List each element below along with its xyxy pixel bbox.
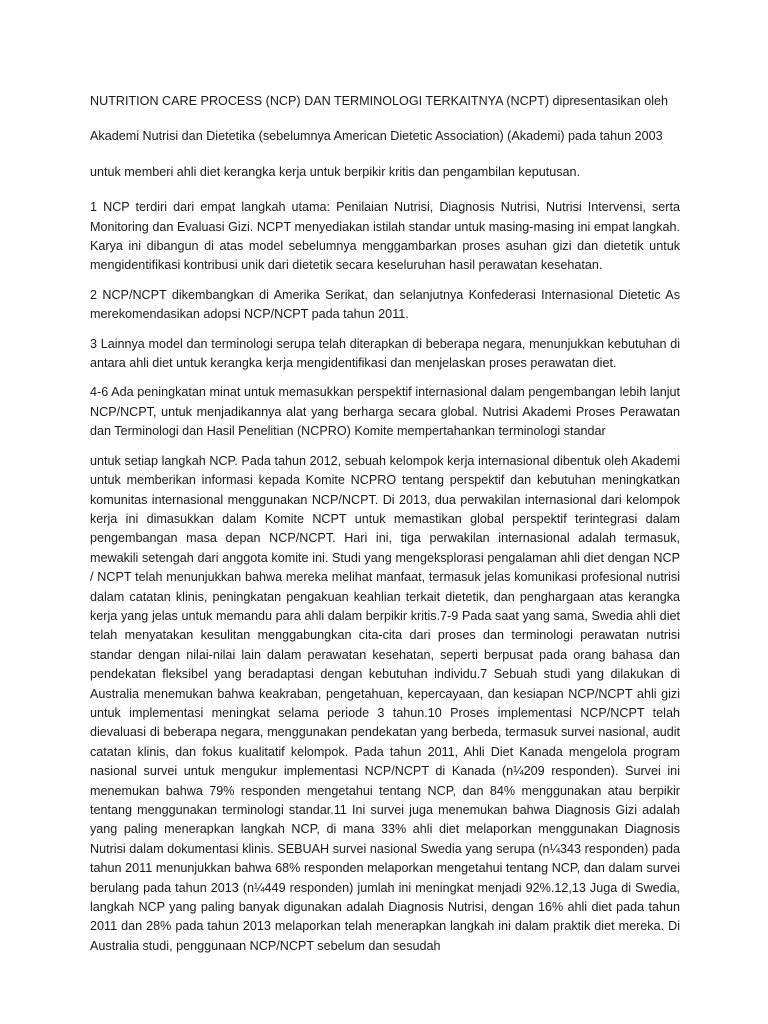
paragraph-purpose-line: untuk memberi ahli diet kerangka kerja untuk berpikir kritis dan pengambilan keputusan. bbox=[90, 164, 581, 179]
paragraph-title-line: NUTRITION CARE PROCESS (NCP) DAN TERMINOLOGI TERKAITNYA (NCPT) dipresentasikan oleh bbox=[90, 94, 669, 108]
paragraph-3-other-models: 3 Lainnya model dan terminologi serupa telah diterapkan di beberapa negara, menunjukkan kebutuhan di antara ahli diet untuk kerangka kerja mengidentifikasi dan menjelaskan proses perawatan diet. bbox=[90, 336, 680, 371]
paragraph-2-development: 2 NCP/NCPT dikembangkan di Amerika Serikat, dan selanjutnya Konfederasi Internasional Dietetic As merekomendasikan adopsi NCP/NCPT pada tahun 2011. bbox=[90, 287, 680, 322]
paragraph-academy-line: Akademi Nutrisi dan Dietetika (sebelumnya American Dietetic Association) (Akademi) pada tahun 2003 bbox=[90, 129, 663, 144]
paragraph-1-ncp-steps: 1 NCP terdiri dari empat langkah utama: Penilaian Nutrisi, Diagnosis Nutrisi, Nutrisi Intervensi, serta Monitoring dan Evaluasi Gizi. NCPT menyediakan istilah standar untuk masing-masing ini empat langkah. Karya ini dibangun di atas model sebelumnya menggambarkan proses asuhan gizi dan dietetik untuk mengidentifikasi kontribusi unik dari dietetik secara keseluruhan hasil perawatan kesehatan. bbox=[90, 200, 680, 273]
paragraph-studies: untuk setiap langkah NCP. Pada tahun 2012, sebuah kelompok kerja internasional dibentuk oleh Akademi untuk memberikan informasi kepada Komite NCPRO tentang perspektif dan kebutuhan meningkatkan komunitas internasional menggunakan NCP/NCPT. Di 2013, dua perwakilan internasional dari kelompok kerja ini dimasukkan dalam Komite NCPT untuk memastikan global perspektif terintegrasi dalam pengembangan masa depan NCP/NCPT. Hari ini, tiga perwakilan internasional adalah termasuk, mewakili setengah dari anggota komite ini. Studi yang mengeksplorasi pengalaman ahli diet dengan NCP / NCPT telah menunjukkan bahwa mereka melihat manfaat, termasuk jelas komunikasi profesional nutrisi dalam catatan klinis, peningkatan pengakuan keahlian terkait dietetik, dan penghargaan atas kerangka kerja yang jelas untuk memandu para ahli dalam berpikir kritis.7-9 Pada saat yang sama, Swedia ahli diet telah menyatakan kesulitan menggabungkan cita-cita dari proses dan terminologi perawatan nutrisi standar dengan nilai-nilai lain dalam perawatan kesehatan, seperti berpusat pada orang bahasa dan pendekatan fleksibel yang beradaptasi dengan kebutuhan individu.7 Sebuah studi yang dilakukan di Australia menemukan bahwa keakraban, pengetahuan, kepercayaan, dan kesiapan NCP/NCPT ahli gizi untuk implementasi meningkat selama periode 3 tahun.10 Proses implementasi NCP/NCPT telah dievaluasi di beberapa negara, menggunakan pendekatan yang berbeda, termasuk survei nasional, audit catatan klinis, dan fokus kualitatif kelompok. Pada tahun 2011, Ahli Diet Kanada mengelola program nasional survei untuk mengukur implementasi NCP/NCPT di Kanada (n¼209 responden). Survei ini menemukan bahwa 79% responden mengetahui tentang NCP, dan 84% menggunakan atau berpikir tentang menggunakan terminologi standar.11 Ini survei juga menemukan bahwa Diagnosis Gizi adalah yang paling menerapkan langkah NCP, di mana 33% ahli diet melaporkan menggunakan Diagnosis Nutrisi dalam dokumentasi klinis. SEBUAH survei nasional Swedia yang serupa (n¼343 responden) pada tahun 2011 menunjukkan bahwa 68% responden melaporkan mengetahui tentang NCP, dan dalam survei berulang pada tahun 2013 (n¼449 responden) jumlah ini meningkat menjadi 92%.12,13 Juga di Swedia, langkah NCP yang paling banyak digunakan adalah Diagnosis Nutrisi, dengan 16% ahli diet pada tahun 2011 dan 28% pada tahun 2013 melaporkan telah menerapkan langkah ini dalam praktik diet mereka. Di Australia studi, penggunaan NCP/NCPT sebelum dan sesudah bbox=[90, 453, 680, 953]
paragraph-4-6-international: 4-6 Ada peningkatan minat untuk memasukkan perspektif internasional dalam pengembangan lebih lanjut NCP/NCPT, untuk menjadikannya alat yang berharga secara global. Nutrisi Akademi Proses Perawatan dan Terminologi dan Hasil Penelitian (NCPRO) Komite mempertahankan terminologi standar bbox=[90, 385, 680, 439]
